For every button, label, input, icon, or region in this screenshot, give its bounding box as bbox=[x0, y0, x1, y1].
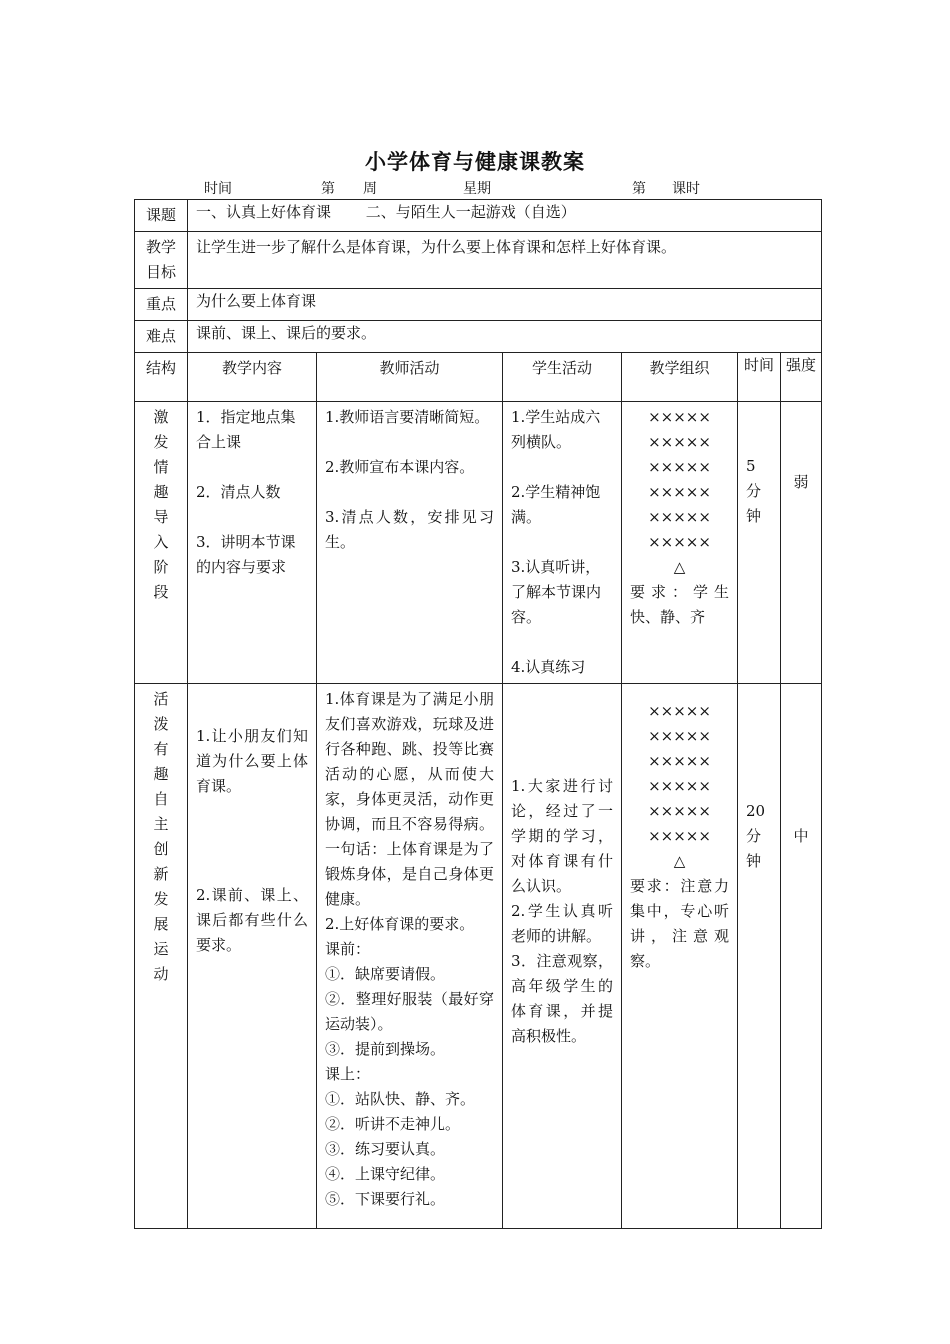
phase1-structure-char: 情 bbox=[153, 458, 169, 476]
formation-row: ××××× bbox=[648, 827, 711, 845]
formation-row: ××××× bbox=[648, 408, 711, 426]
formation-row: ××××× bbox=[648, 533, 711, 551]
phase1-intensity: 弱 bbox=[781, 402, 822, 684]
phase2-teacher-item: ③．提前到操场。 bbox=[325, 1040, 446, 1058]
topic-label: 课题 bbox=[135, 200, 188, 232]
difficulty-row bbox=[135, 321, 822, 353]
phase2-structure-char: 有 bbox=[153, 740, 169, 758]
header-organization: 教学组织 bbox=[622, 353, 738, 402]
phase1-structure-char: 阶 bbox=[153, 558, 169, 576]
phase2-structure-char: 展 bbox=[153, 915, 169, 933]
lesson-meta bbox=[0, 178, 950, 198]
formation-row: ××××× bbox=[648, 727, 711, 745]
header-intensity: 强度 bbox=[781, 353, 822, 402]
meta-time: 时间 bbox=[204, 181, 232, 197]
phase1-time-char: 5 bbox=[746, 457, 756, 475]
phase1-organization bbox=[622, 402, 738, 684]
meta-weekday: 星期 bbox=[463, 181, 491, 197]
phase2-requirement: 要求：注意力集中，专心听讲，注意观察。 bbox=[630, 877, 729, 970]
key-point-label: 重点 bbox=[135, 289, 188, 321]
phase2-structure-char: 活 bbox=[153, 690, 169, 708]
header-row bbox=[135, 353, 822, 402]
phase1-structure-char: 入 bbox=[153, 533, 169, 551]
phase1-student-item: 1.学生站成六列横队。 bbox=[511, 408, 601, 451]
key-point-row bbox=[135, 289, 822, 321]
meta-week-prefix: 第 bbox=[321, 181, 335, 197]
phase2-time-char: 钟 bbox=[746, 852, 762, 870]
meta-week-suffix: 周 bbox=[363, 181, 377, 197]
phase1-structure-char: 趣 bbox=[153, 483, 169, 501]
phase2-row bbox=[135, 684, 822, 1229]
phase1-student bbox=[503, 402, 622, 684]
phase1-structure bbox=[135, 402, 188, 684]
formation-row: ××××× bbox=[648, 483, 711, 501]
key-point-value: 为什么要上体育课 bbox=[188, 289, 822, 321]
phase1-teacher bbox=[317, 402, 503, 684]
phase2-structure-char: 主 bbox=[153, 815, 169, 833]
phase2-teacher-item: ④．上课守纪律。 bbox=[325, 1165, 446, 1183]
phase2-time-char: 20 bbox=[746, 802, 766, 820]
lesson-plan-table bbox=[134, 199, 822, 1229]
phase2-structure-char: 运 bbox=[153, 940, 169, 958]
topic-row bbox=[135, 200, 822, 232]
formation-row: ××××× bbox=[648, 752, 711, 770]
page-title: 小学体育与健康课教案 bbox=[365, 149, 585, 174]
phase2-content-item: 2.课前、课上、课后都有些什么要求。 bbox=[196, 886, 308, 954]
phase2-organization bbox=[622, 684, 738, 1229]
phase1-structure-char: 段 bbox=[153, 583, 169, 601]
meta-lesson-prefix: 第 bbox=[632, 181, 646, 197]
phase1-content-item: 1．指定地点集合上课 bbox=[196, 408, 296, 451]
goal-row bbox=[135, 232, 822, 289]
phase2-teacher-item: ①．站队快、静、齐。 bbox=[325, 1090, 476, 1108]
phase2-intensity: 中 bbox=[781, 684, 822, 1229]
phase2-structure-char: 泼 bbox=[153, 715, 169, 733]
formation-row: ××××× bbox=[648, 802, 711, 820]
phase2-teacher-item: 2.上好体育课的要求。 bbox=[325, 915, 475, 933]
topic-value: 一、认真上好体育课 二、与陌生人一起游戏（自选） bbox=[188, 200, 822, 232]
difficulty-value: 课前、课上、课后的要求。 bbox=[188, 321, 822, 353]
phase2-student-item: 2.学生认真听老师的讲解。 bbox=[511, 902, 613, 945]
phase2-teacher-item: ②．听讲不走神儿。 bbox=[325, 1115, 461, 1133]
phase2-structure-char: 发 bbox=[153, 890, 169, 908]
phase1-student-item: 4.认真练习 bbox=[511, 658, 586, 676]
phase2-teacher-item: ②．整理好服装（最好穿运动装）。 bbox=[325, 990, 494, 1033]
phase1-student-item: 3.认真听讲，了解本节课内容。 bbox=[511, 558, 602, 626]
phase2-teacher-item: 课上： bbox=[325, 1065, 371, 1083]
formation-row: ××××× bbox=[648, 508, 711, 526]
header-structure: 结构 bbox=[135, 353, 188, 402]
phase1-student-item: 2.学生精神饱满。 bbox=[511, 483, 601, 526]
formation-row: ××××× bbox=[648, 777, 711, 795]
phase1-structure-char: 导 bbox=[153, 508, 169, 526]
phase2-teacher-item: 1.体育课是为了满足小朋友们喜欢游戏，玩球及进行各种跑、跳、投等比赛活动的心愿，从而使大家，身体更灵活，动作更协调，而且不容易得病。一句话：上体育课是为了锻炼身体，是自己身体更健康。 bbox=[325, 690, 494, 908]
phase2-teacher-item: 课前： bbox=[325, 940, 371, 958]
phase1-teacher-item: 3.清点人数，安排见习生。 bbox=[325, 508, 494, 551]
phase2-teacher bbox=[317, 684, 503, 1229]
phase2-teacher-item: ③．练习要认真。 bbox=[325, 1140, 446, 1158]
formation-row: ××××× bbox=[648, 433, 711, 451]
goal-value: 让学生进一步了解什么是体育课，为什么要上体育课和怎样上好体育课。 bbox=[188, 232, 822, 289]
phase2-teacher-item: ①．缺席要请假。 bbox=[325, 965, 446, 983]
phase2-content-item: 1.让小朋友们知道为什么要上体育课。 bbox=[196, 727, 308, 795]
phase2-student-item: 3．注意观察，高年级学生的体育课，并提高积极性。 bbox=[511, 952, 613, 1045]
teacher-position-icon: △ bbox=[673, 558, 686, 576]
formation-row: ××××× bbox=[648, 702, 711, 720]
phase2-content bbox=[188, 684, 317, 1229]
phase2-structure-char: 新 bbox=[153, 865, 169, 883]
difficulty-label: 难点 bbox=[135, 321, 188, 353]
meta-lesson-suffix: 课时 bbox=[672, 181, 700, 197]
phase1-time-char: 分 bbox=[746, 482, 762, 500]
phase1-teacher-item: 1.教师语言要清晰简短。 bbox=[325, 408, 490, 426]
teacher-position-icon: △ bbox=[673, 852, 686, 870]
goal-label: 教学目标 bbox=[135, 232, 188, 289]
phase2-student-item: 1.大家进行讨论，经过了一学期的学习，对体育课有什么认识。 bbox=[511, 777, 613, 895]
phase1-time-char: 钟 bbox=[746, 507, 762, 525]
phase2-time-char: 分 bbox=[746, 827, 762, 845]
header-teacher: 教师活动 bbox=[317, 353, 503, 402]
phase1-row bbox=[135, 402, 822, 684]
phase2-time bbox=[738, 684, 781, 1229]
phase2-structure-char: 创 bbox=[153, 840, 169, 858]
phase1-content bbox=[188, 402, 317, 684]
phase1-content-item: 3．讲明本节课的内容与要求 bbox=[196, 533, 296, 576]
phase2-student bbox=[503, 684, 622, 1229]
phase1-teacher-item: 2.教师宣布本课内容。 bbox=[325, 458, 475, 476]
header-student: 学生活动 bbox=[503, 353, 622, 402]
phase1-time bbox=[738, 402, 781, 684]
formation-row: ××××× bbox=[648, 458, 711, 476]
phase1-content-item: 2．清点人数 bbox=[196, 483, 281, 501]
phase1-structure-char: 激 bbox=[153, 408, 169, 426]
header-content: 教学内容 bbox=[188, 353, 317, 402]
phase1-structure-char: 发 bbox=[153, 433, 169, 451]
phase2-structure-char: 动 bbox=[153, 965, 169, 983]
phase2-structure-char: 自 bbox=[153, 790, 169, 808]
header-time: 时间 bbox=[738, 353, 781, 402]
phase2-structure bbox=[135, 684, 188, 1229]
phase2-structure-char: 趣 bbox=[153, 765, 169, 783]
phase1-requirement: 要求：学生快、静、齐 bbox=[630, 583, 729, 626]
phase2-teacher-item: ⑤．下课要行礼。 bbox=[325, 1190, 446, 1208]
